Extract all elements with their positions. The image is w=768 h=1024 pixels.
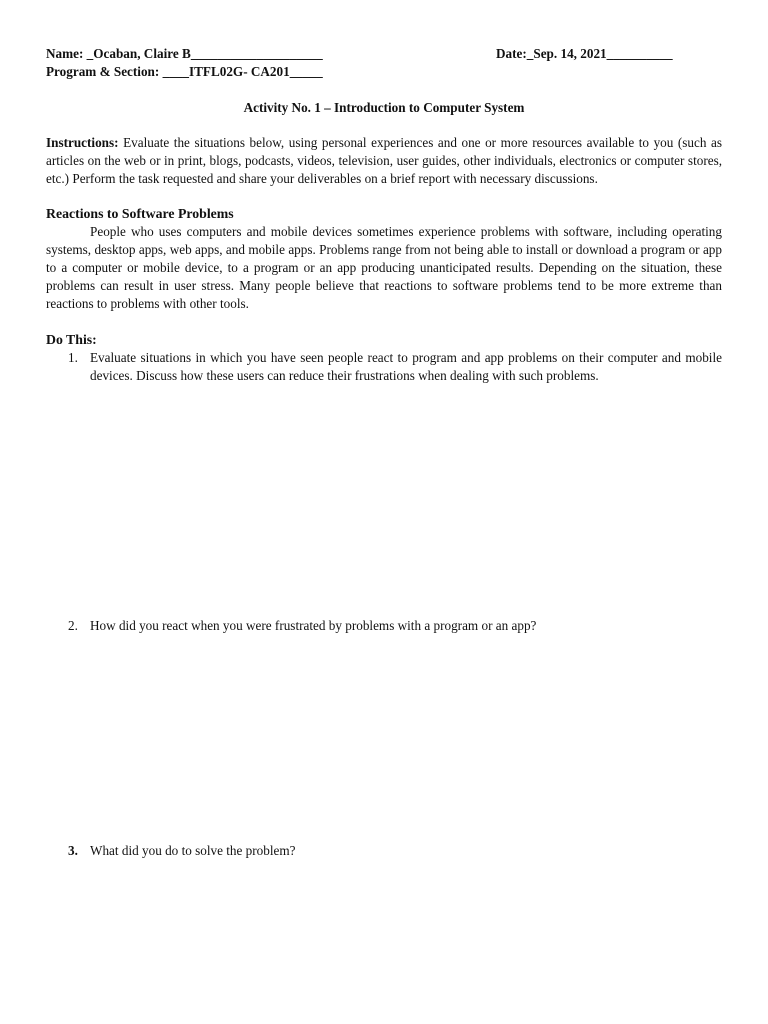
name-line (46, 45, 323, 63)
program-value: ____ITFL02G- CA201_____ (159, 64, 323, 79)
activity-title: Activity No. 1 – Introduction to Computer System (243, 100, 525, 115)
question-text: Evaluate situations in which you have seen people react to program and app problems on their computer and mobile devices. Discuss how these users can reduce their frustrations when dealing with such problems. (90, 350, 722, 383)
question-item-3 (68, 842, 722, 860)
reactions-paragraph: People who uses computers and mobile devices sometimes experience problems with software, including operating systems, desktop apps, web apps, and mobile apps. Problems range from not being able to install or download a program or app to a computer or mobile device, to a program or an app producing unanticipated results. Depending on the situation, these problems can result in user stress. Many people believe that reactions to software problems tend to be more extreme than reactions to problems with other tools. (46, 224, 722, 311)
instructions-text: Evaluate the situations below, using personal experiences and one or more resources available to you (such as articles on the web or in print, blogs, podcasts, videos, television, user guides, other individuals, electronics or computer stores, etc.) Perform the task requested and share your deliverables on a brief report with necessary discussions. (46, 135, 722, 186)
question-number: 2. (68, 618, 78, 633)
date-label: Date: (496, 46, 527, 61)
question-item-2 (68, 617, 722, 635)
date-value: _Sep. 14, 2021__________ (526, 46, 673, 61)
question-text: What did you do to solve the problem? (90, 843, 296, 858)
question-text: How did you react when you were frustrated by problems with a program or an app? (90, 618, 537, 633)
name-value: _Ocaban, Claire B____________________ (83, 46, 323, 61)
question-item-1 (68, 349, 722, 385)
name-label: Name: (46, 46, 84, 61)
question-number: 1. (68, 350, 78, 365)
date-line (496, 45, 673, 63)
do-this-heading: Do This: (46, 332, 97, 347)
instructions-label: Instructions: (46, 135, 119, 150)
reactions-heading: Reactions to Software Problems (46, 206, 234, 221)
question-number: 3. (68, 843, 78, 858)
program-section-line (46, 63, 323, 81)
program-label: Program & Section: (46, 64, 160, 79)
instructions-paragraph (46, 134, 722, 188)
